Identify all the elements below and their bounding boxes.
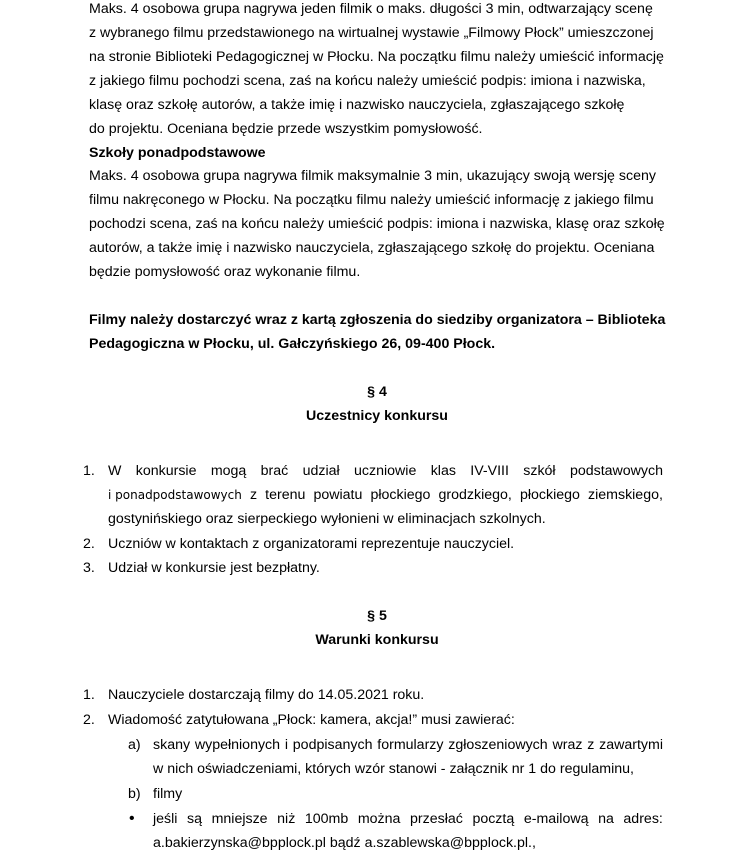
list-number: 2. bbox=[83, 536, 95, 552]
word: niż bbox=[277, 811, 296, 827]
word: i ponadpodstawowych bbox=[108, 488, 242, 502]
word: i bbox=[284, 737, 288, 753]
participants-item-1-line-2 bbox=[108, 486, 663, 504]
word: formularzy bbox=[377, 737, 444, 753]
secondary-line-3: pochodzi scena, zaś na końcu należy umieścić podpis: imiona i nazwiska, klasę oraz szkołę bbox=[89, 216, 665, 232]
word: grodzkiego, bbox=[438, 487, 512, 503]
word: uczniowie bbox=[354, 463, 417, 479]
participants-item-1-line-3: gostynińskiego oraz sierpeckiego wyłonieni w eliminacjach szkolnych. bbox=[108, 511, 546, 527]
sublist-marker: a) bbox=[128, 737, 141, 753]
delivery-note-line-2: Pedagogiczna w Płocku, ul. Gałczyńskiego 26, 09-400 Płock. bbox=[89, 336, 496, 352]
conditions-sub-b: filmy bbox=[153, 786, 183, 802]
conditions-sub-a-line-1 bbox=[153, 736, 663, 754]
conditions-bullet-line-1 bbox=[153, 810, 663, 828]
conditions-item-1: Nauczyciele dostarczają filmy do 14.05.2021 roku. bbox=[108, 687, 425, 703]
word: adres: bbox=[623, 811, 663, 827]
intro-line-3: na stronie Biblioteki Pedagogicznej w Płocku. Na początku filmu należy umieścić informację bbox=[89, 49, 664, 65]
word: W bbox=[108, 463, 122, 479]
word: płockiego bbox=[370, 487, 431, 503]
delivery-note-line-1: Filmy należy dostarczyć wraz z kartą zgłoszenia do siedziby organizatora – Biblioteka bbox=[89, 312, 666, 328]
intro-line-4: z jakiego filmu pochodzi scena, zaś na końcu należy umieścić podpis: imiona i nazwiska, bbox=[89, 73, 646, 89]
word: podpisanych bbox=[292, 737, 373, 753]
list-number: 1. bbox=[83, 687, 95, 703]
word: terenu bbox=[265, 487, 306, 503]
word: z bbox=[587, 737, 595, 753]
word: IV-VIII bbox=[470, 463, 509, 479]
word: klas bbox=[430, 463, 456, 479]
section-5-symbol: § 5 bbox=[367, 608, 387, 624]
word: płockiego bbox=[519, 487, 580, 503]
intro-line-2: z wybranego filmu przedstawionego na wirtualnej wystawie „Filmowy Płock” umieszczonej bbox=[89, 25, 654, 41]
secondary-line-1: Maks. 4 osobowa grupa nagrywa filmik maksymalnie 3 min, ukazujący swoją wersję sceny bbox=[89, 168, 656, 184]
word: z bbox=[249, 487, 258, 503]
secondary-line-4: autorów, a także imię i nazwisko nauczyciela, zgłaszającego szkołę do projektu. Oceniana bbox=[89, 240, 655, 256]
bullet-icon: • bbox=[129, 810, 135, 827]
conditions-sub-a-line-2: w nich oświadczeniami, których wzór stanowi - załącznik nr 1 do regulaminu, bbox=[153, 761, 634, 777]
word: udział bbox=[302, 463, 340, 479]
section-4-title: Uczestnicy konkursu bbox=[306, 408, 448, 424]
word: są bbox=[187, 811, 203, 827]
word: konkursie bbox=[135, 463, 197, 479]
word: szkół bbox=[523, 463, 556, 479]
sublist-marker: b) bbox=[128, 786, 141, 802]
intro-line-5: klasę oraz szkołę autorów, a także imię i nazwisko nauczyciela, zgłaszającego szkołę bbox=[89, 97, 625, 113]
word: można bbox=[357, 811, 401, 827]
list-number: 3. bbox=[83, 560, 95, 576]
word: brać bbox=[260, 463, 289, 479]
word: skany bbox=[153, 737, 191, 753]
participants-item-1-line-1 bbox=[108, 462, 663, 480]
participants-item-3: Udział w konkursie jest bezpłatny. bbox=[108, 560, 320, 576]
list-number: 1. bbox=[83, 463, 95, 479]
word: mniejsze bbox=[211, 811, 268, 827]
word: pocztą bbox=[472, 811, 515, 827]
intro-line-6: do projektu. Oceniana będzie przede wszystkim pomysłowość. bbox=[89, 121, 483, 137]
section-5-title: Warunki konkursu bbox=[315, 632, 439, 648]
word: wraz bbox=[552, 737, 583, 753]
word: zgłoszeniowych bbox=[448, 737, 548, 753]
conditions-item-2: Wiadomość zatytułowana „Płock: kamera, akcja!” musi zawierać: bbox=[108, 712, 515, 728]
word: podstawowych bbox=[569, 463, 663, 479]
intro-line-1: Maks. 4 osobowa grupa nagrywa jeden filmik o maks. długości 3 min, odtwarzający scenę bbox=[89, 1, 653, 17]
word: wypełnionych bbox=[194, 737, 281, 753]
word: przesłać bbox=[410, 811, 463, 827]
conditions-bullet-line-2: a.bakierzynska@bpplock.pl bądź a.szablewska@bpplock.pl., bbox=[153, 835, 536, 851]
secondary-line-2: filmu nakręconego w Płocku. Na początku filmu należy umieścić informację z jakiego filmu bbox=[89, 192, 654, 208]
word: na bbox=[598, 811, 614, 827]
word: e-mailową bbox=[523, 811, 589, 827]
word: jeśli bbox=[153, 811, 178, 827]
section-4-symbol: § 4 bbox=[367, 384, 387, 400]
list-number: 2. bbox=[83, 712, 95, 728]
word: zawartymi bbox=[599, 737, 663, 753]
participants-item-2: Uczniów w kontaktach z organizatorami reprezentuje nauczyciel. bbox=[108, 536, 515, 552]
word: mogą bbox=[210, 463, 247, 479]
word: ziemskiego, bbox=[588, 487, 663, 503]
secondary-line-5: będzie pomysłowość oraz wykonanie filmu. bbox=[89, 264, 361, 280]
secondary-heading: Szkoły ponadpodstawowe bbox=[89, 145, 266, 161]
word: powiatu bbox=[313, 487, 363, 503]
word: 100mb bbox=[304, 811, 349, 827]
